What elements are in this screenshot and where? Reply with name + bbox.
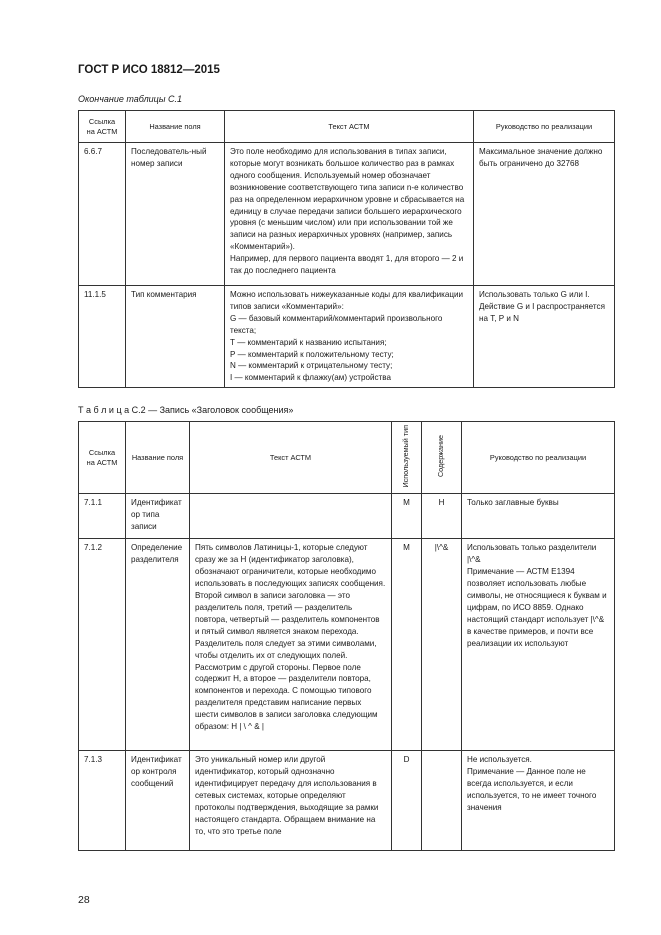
header-content — [422, 422, 462, 494]
header-guide: Руководство по реализации — [462, 422, 615, 494]
cell-name: Последователь-ный номер записи — [126, 143, 225, 286]
cell-content: H — [422, 494, 462, 539]
header-field-name: Название поля — [126, 422, 190, 494]
cell-name: Идентификатор типа записи — [126, 494, 190, 539]
text-paragraph: Т — комментарий к названию испытания; — [230, 337, 387, 347]
text-paragraph: Это уникальный номер или другой идентификатор, который однозначно идентифицирует передачу для использования в сетевых системах, которые определяют протоколы подтверждения, выходящие за рамки настоящего стандарта. Обращаем внимание на то, что это третье поле — [195, 755, 379, 836]
cell-text — [225, 286, 474, 388]
table-row — [79, 286, 615, 388]
cell-ref: 7.1.2 — [79, 539, 126, 751]
cell-text — [190, 751, 392, 851]
table-2 — [78, 421, 615, 851]
cell-text — [190, 539, 392, 751]
guide-paragraph: Только заглавные буквы — [467, 498, 559, 508]
guide-paragraph: Использовать только разделители |\^& — [467, 543, 597, 565]
cell-ref: 11.1.5 — [79, 286, 126, 388]
table-row — [79, 494, 615, 539]
cell-ref: 6.6.7 — [79, 143, 126, 286]
document-header-title: ГОСТ Р ИСО 18812—2015 — [78, 64, 220, 76]
cell-text — [190, 494, 392, 539]
cell-guide — [474, 143, 615, 286]
table-1-caption: Окончание таблицы С.1 — [78, 94, 182, 104]
table-2-header-row — [79, 422, 615, 494]
page-number: 28 — [78, 894, 90, 906]
header-used-type — [392, 422, 422, 494]
header-ref: Ссылка на АСТМ — [79, 111, 126, 143]
cell-type: D — [392, 751, 422, 851]
cell-guide — [462, 494, 615, 539]
cell-content: |\^& — [422, 539, 462, 751]
header-ref: Ссылка на АСТМ — [79, 422, 126, 494]
cell-guide — [462, 751, 615, 851]
header-field-name: Название поля — [126, 111, 225, 143]
text-paragraph: I — комментарий к флажку(ам) устройства — [230, 373, 391, 383]
cell-ref: 7.1.1 — [79, 494, 126, 539]
cell-text — [225, 143, 474, 286]
table-row — [79, 751, 615, 851]
header-content-label: Содержание — [436, 435, 446, 478]
text-paragraph: Р — комментарий к положительному тесту; — [230, 349, 394, 359]
text-paragraph: G — базовый комментарий/комментарий произвольного текста; — [230, 313, 443, 335]
table-1 — [78, 110, 615, 388]
cell-ref: 7.1.3 — [79, 751, 126, 851]
cell-name: Идентификатор контроля сообщений — [126, 751, 190, 851]
cell-guide — [462, 539, 615, 751]
guide-paragraph: Действие G и I распространяется на Т, Р и N — [479, 301, 605, 323]
cell-name: Тип комментария — [126, 286, 225, 388]
cell-guide — [474, 286, 615, 388]
table-row — [79, 143, 615, 286]
guide-paragraph: Примечание — Данное поле не всегда используется, и если используется, то не имеет точного значения — [467, 767, 597, 813]
text-paragraph: Например, для первого пациента вводят 1, для второго — 2 и так до последнего пациента — [230, 254, 464, 276]
header-guide: Руководство по реализации — [474, 111, 615, 143]
cell-type: M — [392, 539, 422, 751]
cell-name: Определение разделителя — [126, 539, 190, 751]
header-used-type-label: Используемый тип — [401, 425, 411, 488]
cell-type: M — [392, 494, 422, 539]
table-row — [79, 539, 615, 751]
table-1-header-row — [79, 111, 615, 143]
guide-paragraph: Использовать только G или I. — [479, 290, 590, 299]
guide-paragraph: Примечание — АСТМ Е1394 позволяет использовать любые символы, не относящиеся к буквам и цифрам, по ИСО 8859. Однако настоящий стандарт использует |\^& в качестве примеров, и почти все реализации их используют — [467, 567, 607, 648]
guide-paragraph: Максимальное значение должно быть ограничено до 32768 — [479, 147, 603, 168]
cell-content — [422, 751, 462, 851]
guide-paragraph: Не используется. — [467, 755, 532, 765]
header-astm-text: Текст АСТМ — [190, 422, 392, 494]
text-paragraph: Пять символов Латиницы-1, которые следуют сразу же за Н (идентификатор заголовка), обозначают ограничители, которые необходимо использовать в последующих записях сообщения. Второй символ в записи заголовка — это разделитель поля, третий — разделитель повтора, четвертый — разделитель компонентов и пятый символ является знаком перехода. Разделитель поля следует за этими символами, чтобы отделить их от следующих полей. Рассмотрим с другой стороны. Первое поле содержит Н, а второе — разделители повтора, компонентов и перехода. С помощью типового разделителя представим написание первых шести символов в записи заголовка следующим образом: H | \ ^ & | — [195, 543, 386, 732]
table-2-caption: Т а б л и ц а С.2 — Запись «Заголовок сообщения» — [78, 405, 294, 415]
text-paragraph: N — комментарий к отрицательному тесту; — [230, 361, 393, 371]
text-paragraph: Можно использовать нижеуказанные коды для квалификации типов записи «Комментарий»: — [230, 290, 464, 311]
header-astm-text: Текст АСТМ — [225, 111, 474, 143]
text-paragraph: Это поле необходимо для использования в типах записи, которые могут возникать большое количество раз в рамках одного сообщения. Используемый номер обозначает возникновение соответствующего типа записи n-е количество раз на определенном иерархичном уровне и сбрасывается на единицу в случае передачи записи большего иерархического уровня (с меньшим числом) или при использовании той же записи на разных иерархичных уровнях (например, запись «Комментарий»). — [230, 147, 465, 252]
